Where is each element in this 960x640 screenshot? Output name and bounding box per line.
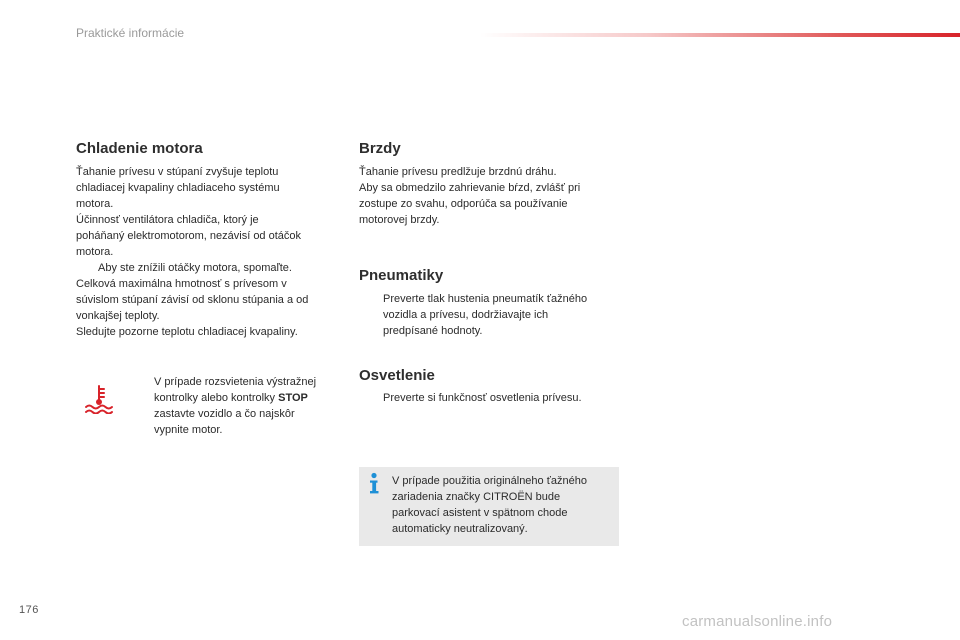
section-heading-cooling: Chladenie motora bbox=[76, 140, 203, 157]
section-heading-tyres: Pneumatiky bbox=[359, 267, 444, 284]
bullet-text: Preverte tlak hustenia pneumatík ťažného bbox=[383, 293, 588, 305]
bullet-item bbox=[359, 291, 587, 307]
section-heading-lighting: Osvetlenie bbox=[359, 367, 435, 384]
bullet-marker-icon bbox=[76, 260, 90, 276]
text-line: Ťahanie prívesu predlžuje brzdnú dráhu. bbox=[359, 166, 557, 178]
header-accent-bar bbox=[480, 33, 960, 37]
coolant-warning-text bbox=[130, 374, 316, 438]
bullet-item bbox=[359, 390, 582, 406]
text-line: motora. bbox=[76, 198, 114, 210]
brakes-paragraph bbox=[359, 164, 580, 228]
bullet-item bbox=[76, 260, 308, 276]
text-line: motorovej brzdy. bbox=[359, 214, 440, 226]
info-box-text bbox=[392, 473, 587, 537]
text-line: motora. bbox=[76, 246, 114, 258]
text-line: Celková maximálna hmotnosť s prívesom v bbox=[76, 278, 287, 290]
watermark: carmanualsonline.info bbox=[682, 613, 833, 630]
text-line: parkovací asistent v spätnom chode bbox=[392, 507, 568, 519]
stop-label: STOP bbox=[278, 392, 308, 404]
text-line: zariadenia značky CITROËN bude bbox=[392, 491, 561, 503]
bullet-text: Aby ste znížili otáčky motora, spomaľte. bbox=[98, 262, 292, 274]
text-line bbox=[130, 390, 316, 406]
coolant-temperature-warning-icon bbox=[83, 384, 115, 414]
text-line: Ťahanie prívesu v stúpaní zvyšuje teplotu bbox=[76, 166, 279, 178]
text-line: V prípade použitia originálneho ťažného bbox=[392, 475, 587, 487]
page-header-title: Praktické informácie bbox=[76, 26, 185, 40]
text-line: chladiacej kvapaliny chladiaceho systému bbox=[76, 182, 280, 194]
text-line: Aby sa obmedzilo zahrievanie bŕzd, zvlášť pri bbox=[359, 182, 581, 194]
text-line: súvislom stúpaní závisí od sklonu stúpania a od bbox=[76, 294, 309, 306]
lighting-paragraph bbox=[359, 390, 582, 406]
text-fragment: kontrolky alebo kontrolky bbox=[154, 392, 276, 404]
page-number: 176 bbox=[19, 604, 39, 616]
bullet-marker-icon bbox=[359, 291, 373, 307]
bullet-item bbox=[130, 374, 316, 390]
bullet-marker-icon bbox=[359, 390, 373, 406]
text-line: Sledujte pozorne teplotu chladiacej kvapaliny. bbox=[76, 326, 298, 338]
text-line: zostupe zo svahu, odporúča sa používanie bbox=[359, 198, 568, 210]
text-line: automaticky neutralizovaný. bbox=[392, 523, 528, 535]
text-line: vonkajšej teploty. bbox=[76, 310, 160, 322]
text-line: predpísané hodnoty. bbox=[383, 325, 483, 337]
text-line: vypnite motor. bbox=[154, 424, 223, 436]
bullet-text: V prípade rozsvietenia výstražnej bbox=[154, 376, 317, 388]
text-line: poháňaný elektromotorom, nezávisí od otáčok bbox=[76, 230, 302, 242]
tyres-paragraph bbox=[359, 291, 587, 339]
cooling-paragraph bbox=[76, 164, 308, 340]
text-line: vozidla a prívesu, dodržiavajte ich bbox=[383, 309, 549, 321]
text-line: zastavte vozidlo a čo najskôr bbox=[154, 408, 295, 420]
info-icon bbox=[366, 472, 382, 496]
bullet-text: Preverte si funkčnosť osvetlenia prívesu. bbox=[383, 392, 582, 404]
bullet-marker-icon bbox=[130, 374, 144, 390]
text-line: Účinnosť ventilátora chladiča, ktorý je bbox=[76, 214, 259, 226]
info-box bbox=[359, 467, 619, 546]
section-heading-brakes: Brzdy bbox=[359, 140, 401, 157]
